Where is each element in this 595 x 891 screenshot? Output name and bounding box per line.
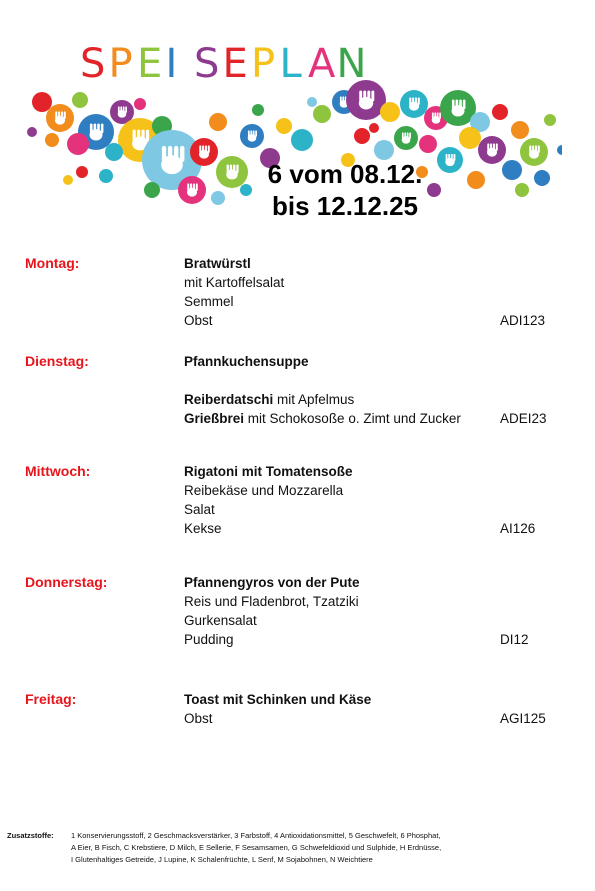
allergen-codes: DI12 <box>500 632 529 647</box>
title-letter: S <box>194 41 220 87</box>
week-line-1: 6 vom 08.12. <box>267 159 423 189</box>
dish-bold: Bratwürstl <box>184 256 251 271</box>
dish-text: Obst <box>184 313 213 328</box>
allergen-codes: AI126 <box>500 521 536 536</box>
decor-dot <box>369 123 379 133</box>
dish-line <box>184 592 494 611</box>
title-letter: N <box>336 41 367 87</box>
dish-list <box>184 254 494 330</box>
dish-line <box>184 311 494 330</box>
decor-dot <box>380 102 400 122</box>
dish-line <box>184 709 494 728</box>
dish-line <box>184 371 494 390</box>
decor-dot <box>467 171 485 189</box>
decor-dot <box>313 105 331 123</box>
day-name: Mittwoch: <box>25 463 91 479</box>
week-line-2: bis 12.12.25 <box>272 191 418 221</box>
dish-text: Kekse <box>184 521 222 536</box>
decor-dot <box>211 191 225 205</box>
decor-dot <box>492 104 508 120</box>
dish-text: Gurkensalat <box>184 613 257 628</box>
decor-dot <box>419 135 437 153</box>
dish-line <box>184 630 494 649</box>
decor-dot <box>76 166 88 178</box>
allergen-codes: ADEI23 <box>500 411 547 426</box>
additives-line-1: 1 Konservierungsstoff, 2 Geschmacksverstärker, 3 Farbstoff, 4 Antioxidationsmittel, 5 Geschwefelt, 6 Phosphat, <box>71 831 441 840</box>
dish-bold: Grießbrei <box>184 411 245 426</box>
dish-bold: Toast mit Schinken und Käse <box>184 692 372 707</box>
decor-dot <box>276 118 292 134</box>
title-letter: A <box>308 41 336 87</box>
dish-bold: Pfannengyros von der Pute <box>184 575 360 590</box>
dish-line <box>184 390 494 409</box>
dish-line <box>184 519 494 538</box>
decor-dot <box>557 145 562 155</box>
additives-label: Zusatzstoffe: <box>7 831 54 840</box>
decor-dot <box>354 128 370 144</box>
decor-dot <box>99 169 113 183</box>
dish-text: mit Kartoffelsalat <box>184 275 285 290</box>
decor-dot <box>240 184 252 196</box>
main-dish <box>184 690 494 709</box>
additives-text <box>71 830 581 866</box>
decor-dot <box>105 143 123 161</box>
dish-line <box>184 273 494 292</box>
dish-line <box>184 611 494 630</box>
decor-dot <box>144 182 160 198</box>
decor-dot <box>252 104 264 116</box>
dish-text: Reibekäse und Mozzarella <box>184 483 344 498</box>
main-dish <box>184 254 494 273</box>
day-name: Freitag: <box>25 691 77 707</box>
dish-text: Pudding <box>184 632 234 647</box>
dish-line <box>184 409 494 428</box>
dish-bold: Reiberdatschi <box>184 392 274 407</box>
additives-line-2: A Eier, B Fisch, C Krebstiere, D Milch, E Sellerie, F Sesamsamen, G Schwefeldioxid und Sulphide, H Erdnüsse, <box>71 843 442 852</box>
dish-bold: Pfannkuchensuppe <box>184 354 309 369</box>
decor-dot <box>511 121 529 139</box>
decor-dot <box>63 175 73 185</box>
decor-dot <box>534 170 550 186</box>
dish-list <box>184 352 494 428</box>
title-letter: L <box>279 41 302 87</box>
dish-text: Obst <box>184 711 213 726</box>
additives-line-3: I Glutenhaltiges Getreide, J Lupine, K Schalenfrüchte, L Senf, M Sojabohnen, N Weichtiere <box>71 855 373 864</box>
dish-list <box>184 573 494 649</box>
title-letter: E <box>137 41 163 87</box>
decor-dot <box>307 97 317 107</box>
main-dish <box>184 462 494 481</box>
decor-dot <box>67 133 89 155</box>
decor-dot <box>515 183 529 197</box>
decor-dot <box>209 113 227 131</box>
decor-dot <box>134 98 146 110</box>
decor-dot <box>45 133 59 147</box>
week-title <box>260 158 430 222</box>
title-letter: P <box>251 41 276 87</box>
dish-text: mit Schokosoße o. Zimt und Zucker <box>244 411 461 426</box>
dish-text: mit Apfelmus <box>273 392 355 407</box>
decor-dot <box>72 92 88 108</box>
dish-line <box>184 481 494 500</box>
dish-text: Salat <box>184 502 215 517</box>
title-letter: I <box>165 41 178 87</box>
day-name: Donnerstag: <box>25 574 108 590</box>
dish-line <box>184 292 494 311</box>
dish-list <box>184 462 494 538</box>
decor-dot <box>544 114 556 126</box>
title-letter: P <box>108 41 133 87</box>
decor-dot <box>32 92 52 112</box>
dish-bold: Rigatoni mit Tomatensoße <box>184 464 353 479</box>
day-name: Dienstag: <box>25 353 89 369</box>
allergen-codes: ADI123 <box>500 313 546 328</box>
dish-text: Reis und Fladenbrot, Tzatziki <box>184 594 359 609</box>
decor-dot <box>374 140 394 160</box>
day-name: Montag: <box>25 255 80 271</box>
title-letter: S <box>80 41 106 87</box>
allergen-codes: AGI125 <box>500 711 546 726</box>
title-letter: E <box>222 41 248 87</box>
dish-text: Semmel <box>184 294 234 309</box>
main-dish <box>184 573 494 592</box>
decor-dot <box>459 127 481 149</box>
dish-list <box>184 690 494 728</box>
dish-line <box>184 500 494 519</box>
decor-dot <box>27 127 37 137</box>
decor-dot <box>502 160 522 180</box>
decor-dot <box>291 129 313 151</box>
main-dish <box>184 352 494 371</box>
